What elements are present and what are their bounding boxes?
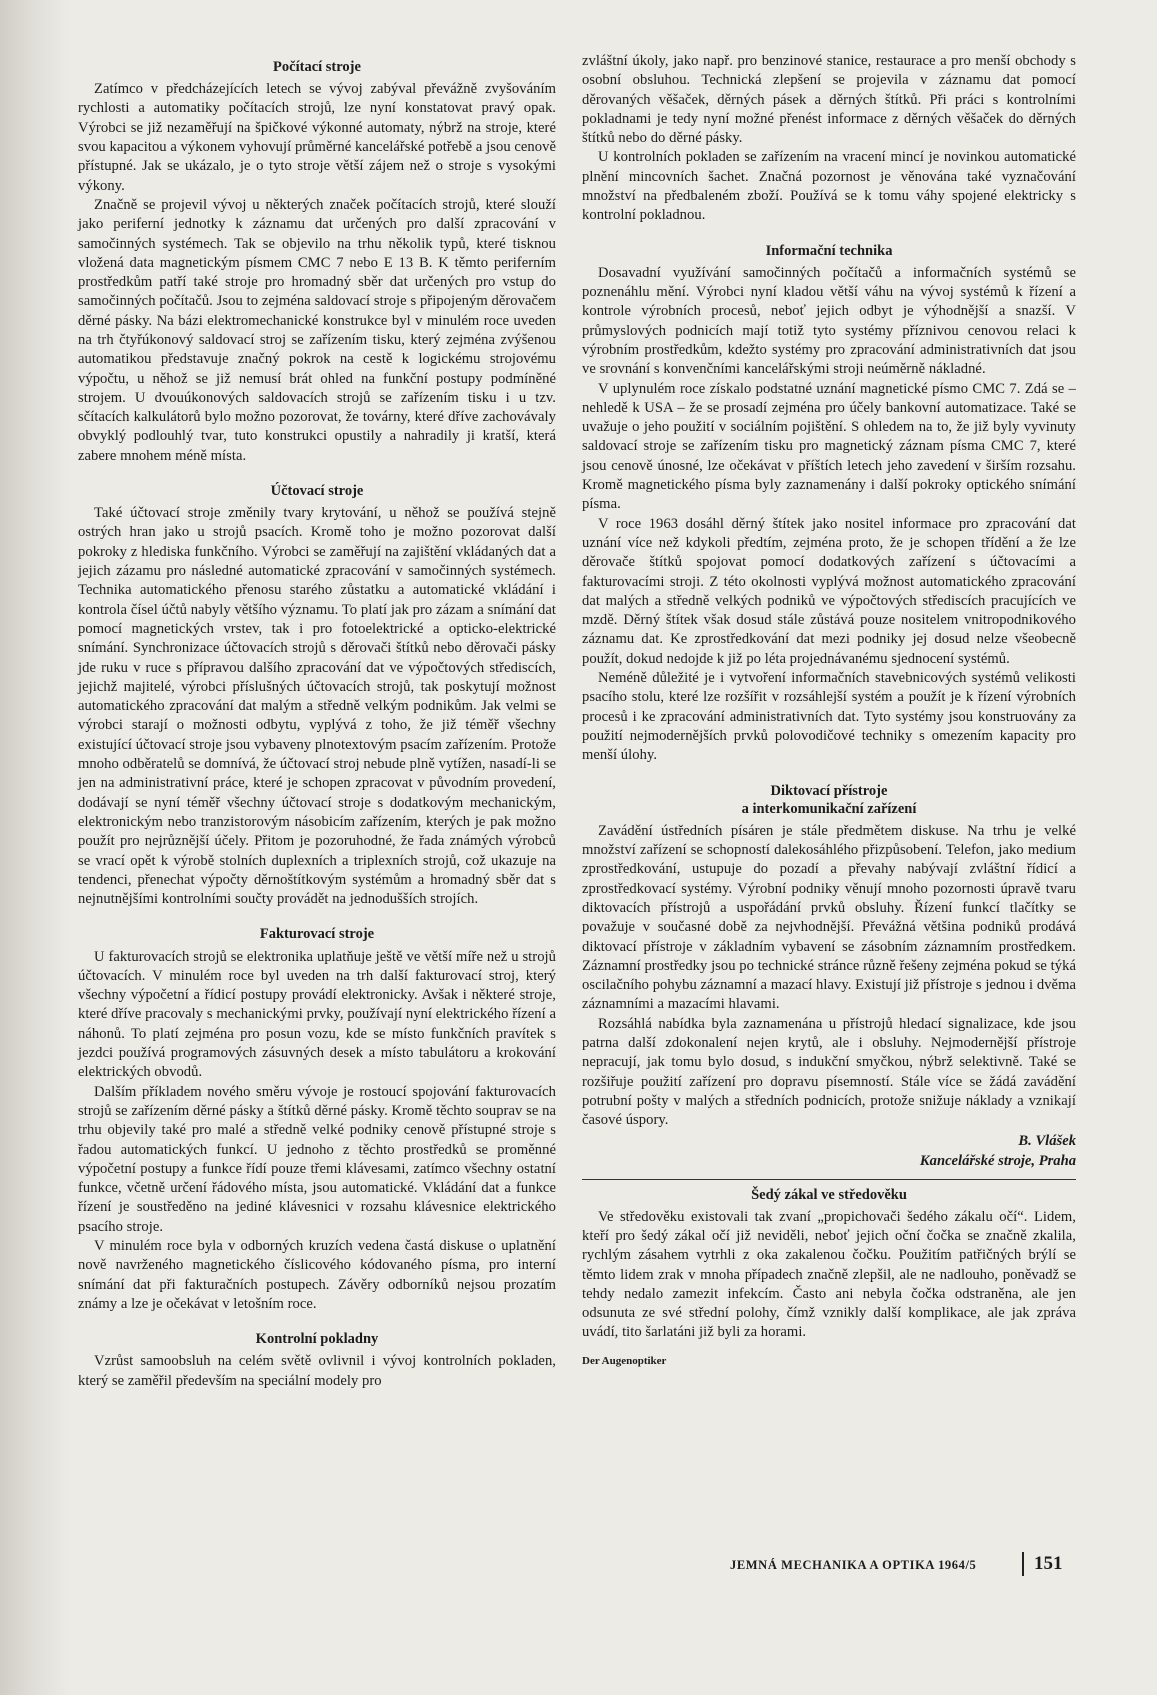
source-credit: Der Augenoptiker [582,1354,667,1367]
paragraph: Zavádění ústředních písáren je stále předmětem diskuse. Na trhu je velké množství zařízení se schopností dalekosáhlého přizpůsobení. Telefon, jako medium zprostředkování, ustupuje do pozadí a převahy nabývají zvláštní řídicí a zprostředkovací systémy. Výrobní podniky věnují mnoho pozornosti úpravě tvaru diktovacích přístrojů a uspořádání prvků obsluhy. Řízení funkcí tlačítky se považuje v současné době za nejvhodnější. Převážná většina podniků prodává diktovací přístroje v základním vybavení se zásobním záznamním prostředkem. Záznamní prostředky jsou po technické stránce různě řešeny zejména pokud se týká oscilačního pohybu záznamní a mazací hlavy. Existují již přístroje s jednou i dvěma záznamními a mazacími hlavami. [582,822,1076,1013]
paragraph: zvláštní úkoly, jako např. pro benzinové stanice, restaurace a pro menší obchody s osobní obsluhou. Technická zlepšení se projevila v záznamu dat pomocí děrovaných věšaček, děrných pásek a děrných štítků. Při práci s kontrolními pokladnami je tedy nyní možné přenést informace z děrných věšaček do děrných štítků nebo do děrné pásky. [582,53,1076,147]
left-column [78,52,556,1391]
paragraph: V roce 1963 dosáhl děrný štítek jako nositel informace pro zpracování dat uznání více než kdykoli předtím, zejména proto, že je schopen třídění a že lze děrovače štítků spojovat pomocí dodatkových zařízení s účtovacími a fakturovacími stroji. Z této okolnosti vyplývá možnost automatického zpracování dat malých a středně velkých podniků ve výpočtových střediscích pracujících ve mzdě. Děrný štítek však dosud stále zůstává pouze nositelem vnitropodnikového záznamu dat. Ke zprostředkování dat mezi podniky jej dosud nelze všeobecně použít, dokud nedojde k již po léta projednávanému sjednocení systémů. [582,515,1076,667]
heading-line-2: a interkomunikační zařízení [741,800,917,817]
paragraph: V uplynulém roce získalo podstatné uznání magnetické písmo CMC 7. Zdá se – nehledě k USA – že se prosadí zejména pro účely bankovní automatizace. Také se uvažuje o jeho použití v sociálním pojištění. S ohledem na to, že již byly vyvinuty saldovací stroje se zařízením tisku pro magnetický záznam písma CMC 7, které jsou cenově únosné, lze očekávat v příštích letech jeho zavedení v širším rozsahu. Kromě magnetického písma byly zaznamenány i další pokroky optického snímání písma. [582,380,1076,513]
paragraph: Zatímco v předcházejících letech se vývoj zabýval převážně zvyšováním rychlosti a automatiky počítacích strojů, lze nyní konstatovat pravý opak. Výrobci se již nezaměřují na špičkové výkonné automaty, nýbrž na stroje, které svou kapacitou a výkonem vyhovují průměrné kancelářské potřebě a jsou cenově přístupné. Jak se ukázalo, je o tyto stroje větší zájem než o stroje s vysokými výkony. [78,81,556,194]
paragraph: Dosavadní využívání samočinných počítačů a informačních systémů se poznenáhlu mění. Výrobci nyní kladou větší váhu na vývoj systémů k řízení a kontrole výrobních procesů, neboť jejich odbyt je výhodnější a snazší. V průmyslových podnicích mají totiž tyto systémy příznivou cenovou relaci k výrobním prostředkům, kdežto systémy pro zpracování administrativních dat jsou ve srovnání s konvenčními kancelářskými stroji neúměrně nákladné. [582,264,1076,378]
heading-fakturovaci-stroje: Fakturovací stroje [259,926,375,943]
journal-title: JEMNÁ MECHANIKA A OPTIKA 1964/5 [730,1558,977,1572]
paragraph: Dalším příkladem nového směru vývoje je rostoucí spojování fakturovacích strojů se zařízením děrné pásky a štítků děrné pásky. Kromě těchto souprav se na trhu objevily také pro malé a středně velké podniky cenově přístupné stroje s řadou automatických funkcí. U jednoho z těchto prostředků se proměnné výpočetní postupy a funkce řídí pouze třemi klávesami, zatímco všechny ostatní funkce, včetně určení řádového místa, jsou automatické. Vkládání dat a funkce řízení je soustředěno na jediné klávesnici v rozsahu klávesnice elektrického psacího stroje. [78,1083,556,1235]
heading-sedy-zakal: Šedý zákal ve středověku [751,1186,907,1203]
heading-uctovaci-stroje: Účtovací stroje [270,483,364,500]
paragraph: Rozsáhlá nabídka byla zaznamenána u přístrojů hledací signalizace, kde jsou patrna další zdokonalení nejen krytů, ale i obsluhy. Nejmodernější přístroje nepracují, jak tomu bylo dosud, s indukční smyčkou, nýbrž selektivně. Také se rozšiřuje použití zařízení pro dopravu písemností. Stále více se žádá zavádění potrubní pošty v malých a středních podnicích, protože snižuje náklady a vznikají časové úspory. [582,1015,1076,1129]
footer-divider [1022,1552,1024,1576]
paragraph: Vzrůst samoobsluh na celém světě ovlivnil i vývoj kontrolních pokladen, který se zaměřil především na speciální modely pro [78,1353,556,1389]
paragraph: Značně se projevil vývoj u některých značek počítacích strojů, které slouží jako periferní jednotky k záznamu dat určených pro další zpracování v samočinných systémech. Tak se objevilo na trhu několik typů, které tisknou vložená data magnetickým písmem CMC 7 nebo E 13 B. K těmto periferním prostředkům patří také stroje pro hromadný sběr dat určených pro vstup do samočinných počítačů. Jsou to zejména saldovací stroje s připojeným děrovačem děrné pásky. Na bázi elektromechanické konstrukce byl v minulém roce uveden na trh čtyřúkonový saldovací stroj se zařízením tisku, který zejména zvýšenou automatikou představuje značný pokrok na cestě k logickému strojovému výpočtu, u něhož se již nemusí brát ohled na funkční postupy podmíněné strojem. U dvouúkonových saldovacích strojů se zařízením tisku i u tzv. sčítacích kalkulátorů bylo možno pozorovat, že továrny, které dříve zachovávaly obvyklý podlouhlý tvar, tuto konstrukci opustily a nahradily ji kratší, která zabere mnohem méně místa. [78,196,556,464]
paragraph: Také účtovací stroje změnily tvary krytování, u něhož se používá stejně ostrých hran jako u strojů psacích. Kromě toho je možno pozorovat další pokroky z hlediska funkčního. Výrobci se zaměřují na zajištění vkládaných dat a jejich zázamu pro následné automatické zpracování v samočinných systémech. Technika automatického přenosu starého zůstatku a automatické vkládání i kontrola čísel účtů nabyly většího významu. To platí jak pro zázam a snímání dat pomocí magnetických vrstev, tak i pro fotoelektrické a opticko-elektrické snímání. Synchronizace účtovacích strojů s děrovači štítků nebo děrovači pásky jde ruku v ruce s přípravou dalšího zpracování dat ve výpočtových střediscích, jejichž majitelé, výrobci příslušných účtovacích strojů, tak poskytují možnost automatického zpracování dat malým a středně velkým podnikům. Jak velmi se výrobci starají o možnosti odbytu, vyplývá z toho, že již téměř všechny existující účtovací stroje jsou vybaveny plnotextovým psacím zařízením. Protože mnoho odběratelů se domnívá, že účtovací stroj nebude plně vytížen, nasadí-li se jen na administrativní práce, které je schopen zpracovat v původním provedení, dodávají se nyní téměř všechny účtovací stroje s dodatkovým mechanickým, elektronickým nebo tranzistorovým násobicím zařízením, kterých je pak možno použít pro nejrůznější účely. Přitom je pozoruhodné, že řada známých výrobců se vrací opět k výrobě stolních duplexních a triplexních strojů, což ukazuje na tendenci, přenechat výpočty děrnoštítkovým systémům a hromadný sběr dat s nejnutnějšími kontrolními součty provádět na jednodušších strojích. [78,505,556,908]
heading-informacni-technika: Informační technika [765,242,893,259]
paragraph: U kontrolních pokladen se zařízením na vracení mincí je novinkou automatické plnění mincovních šachet. Značná pozornost je věnována také vyznačování množství na předbaleném zboží. Používá se k tomu váhy spojené elektricky s kontrolní pokladnou. [582,149,1076,224]
page-number: 151 [1034,1553,1063,1574]
right-column [582,52,1076,1367]
heading-kontrolni-pokladny: Kontrolní pokladny [255,1331,379,1348]
paragraph: Ve středověku existovali tak zvaní „propichovači šedého zákalu očí“. Lidem, kteří pro šedý zákal očí již neviděli, neboť jejich oční čočka se značně zkalila, rychlým zásahem vytrhli z oka zakalenou čočku. Použitím patřičných brýlí se těmto lidem zrak v mnoha případech značně zlepšil, ale ne nadlouho, poněvadž se tehdy nedalo zamezit infekcím. Často ani nebyla čočka odstraněna, ale jen odsunuta ze své střední polohy, čímž vznikly další komplikace, ale jak zpráva uvádí, tito šarlatáni již byli za horami. [582,1208,1076,1341]
heading-pocitaci-stroje: Počítací stroje [273,59,361,75]
author-name: B. Vlášek [1018,1132,1076,1149]
section-divider [582,1179,1076,1180]
page-footer [730,1552,1070,1576]
paragraph: V minulém roce byla v odborných kruzích vedena častá diskuse o uplatnění nově navrženého magnetického číslicového kódovaného písma, pro interní snímání dat při fakturačních postupech. Závěry odborníků nejsou prozatím známy a lze je očekávat v letošním roce. [78,1238,556,1312]
paragraph: Neméně důležité je i vytvoření informačních stavebnicových systémů velikosti psacího stolu, které lze rozšířit v rozsáhlejší systém a použít je k řízení výrobních procesů i ke zpracování administrativních dat. Tyto systémy jsou konstruovány za použití nejmodernějších prvků polovodičové techniky s omezením kapacity pro menší úlohy. [582,670,1076,764]
paragraph: U fakturovacích strojů se elektronika uplatňuje ještě ve větší míře než u strojů účtovacích. V minulém roce byl uveden na trh další fakturovací stroj, který všechny výpočetní a řídicí postupy provádí elektronicky. Avšak i některé stroje, které dříve pracovaly s mechanickými prvky, používají nyní elektrického řízení a náhonů. To platí zejména pro posun vozu, kde se místo funkčních pravítek s jezdci používá programových zásuvných desek a místo tabulátoru a krokování elektrických obvodů. [78,948,556,1081]
heading-diktovaci-pristroje [582,782,1076,818]
author-affiliation: Kancelářské stroje, Praha [919,1152,1076,1169]
heading-line-1: Diktovací přístroje [770,782,888,799]
